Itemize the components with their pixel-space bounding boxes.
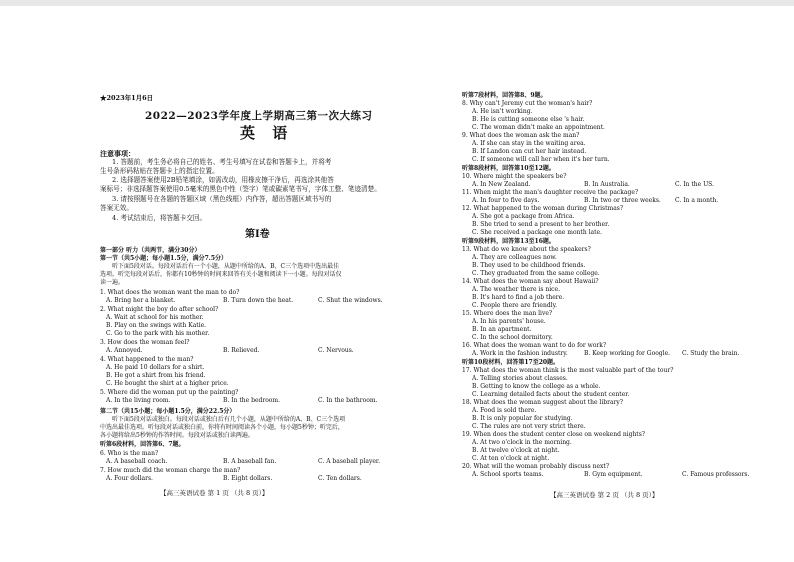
- section2-instruction-b: 中选出最佳选项。听每段对话或独白前，你将有时间阅读各个小题，每小题5秒钟；听完后，: [100, 424, 344, 431]
- option-c: C. The woman didn't make an appointment.: [472, 124, 605, 131]
- option-c: C. A baseball player.: [318, 458, 381, 465]
- option-b: B. She tried to send a present to her brother.: [472, 221, 610, 228]
- option-c: C. At ten o'clock at night.: [472, 455, 550, 462]
- section2-instruction-a: 听下面5段对话或独白。每段对话或独白后有几个小题，从题中所给的A、B、C三个选项: [112, 416, 346, 423]
- question: 13. What do we know about the speakers?: [462, 246, 591, 253]
- option-c: C. Study the brain.: [682, 350, 740, 357]
- option-a: A. Food is sold there.: [472, 407, 537, 414]
- option-b: B. In an apartment.: [472, 326, 532, 333]
- scan-border: [0, 0, 794, 6]
- option-a: A. In the living room.: [106, 397, 171, 404]
- option-b: B. Play on the swings with Katie.: [106, 322, 207, 329]
- option-c: C. In the US.: [675, 181, 714, 188]
- option-a: A. Bring her a blanket.: [106, 297, 176, 304]
- option-c: C. Famous professors.: [682, 471, 750, 478]
- option-a: A. School sports teams.: [472, 471, 544, 478]
- option-b: B. He got a shirt from his friend.: [106, 372, 206, 379]
- exam-title: 2022—2023学年度上学期高三第一次大练习: [145, 110, 373, 122]
- option-c: C. In the bathroom.: [318, 397, 378, 404]
- option-b: B. Relieved.: [223, 347, 260, 354]
- volume-title: 第Ⅰ卷: [245, 229, 270, 240]
- question: 5. Where did the woman put up the painting?: [100, 389, 239, 396]
- option-c: C. In the school dormitory.: [472, 334, 553, 341]
- note-1b: 生号条形码粘贴在答题卡上的指定位置。: [100, 167, 219, 175]
- option-b: B. It's hard to find a job there.: [472, 294, 565, 301]
- part-heading: 第一部分 听力（共两节，满分30分）: [100, 247, 201, 254]
- question: 3. How does the woman feel?: [100, 339, 190, 346]
- option-c: C. She received a package one month late.: [472, 229, 602, 236]
- section2-instruction-c: 各小题将给出5秒钟的作答时间。每段对话或独白读两遍。: [100, 432, 254, 439]
- question: 20. What will the woman probably discuss next?: [462, 463, 610, 470]
- question: 12. What happened to the woman during Christmas?: [462, 205, 624, 212]
- section1-heading: 第一节（共5小题；每小题1.5分，满分7.5分）: [100, 255, 228, 262]
- option-b: B. It is only popular for studying.: [472, 415, 573, 422]
- option-a: A. At two o'clock in the morning.: [472, 439, 572, 446]
- question: 8. Why can't Jeremy cut the woman's hair?: [462, 100, 593, 107]
- option-a: A. Annoyed.: [106, 347, 143, 354]
- option-c: C. People there are friendly.: [472, 302, 558, 309]
- notes-heading: 注意事项：: [100, 149, 135, 158]
- note-3a: 3. 请按照题号在各题的答题区域（黑色线框）内作答，超出答题区域书写的: [112, 195, 332, 203]
- question: 2. What might the boy do after school?: [100, 306, 219, 313]
- option-a: A. Telling stories about classes.: [472, 375, 568, 382]
- option-c: C. They graduated from the same college.: [472, 270, 600, 277]
- option-b: B. Getting to know the college as a whole.: [472, 383, 601, 390]
- question: 17. What does the woman think is the most valuable part of the tour?: [462, 367, 674, 374]
- page-footer: 【高三英语试卷 第 1 页 （共 8 页）】: [160, 489, 269, 497]
- option-a: A. They are colleagues now.: [472, 254, 557, 261]
- option-b: B. He is cutting someone else 's hair.: [472, 116, 585, 123]
- option-c: C. Learning detailed facts about the student center.: [472, 391, 630, 398]
- note-2a: 2. 选择题答案使用2B铅笔填涂，如需改动，用橡皮擦干净后，再选涂其他答: [112, 176, 334, 184]
- question: 9. What does the woman ask the man?: [462, 132, 580, 139]
- option-a: A. In four to five days.: [472, 197, 540, 204]
- question: 14. What does the woman say about Hawaii?: [462, 278, 599, 285]
- option-b: B. Keep working for Google.: [584, 350, 671, 357]
- option-b: B. They used to be childhood friends.: [472, 262, 586, 269]
- question: 10. Where might the speakers be?: [462, 173, 567, 180]
- option-b: B. Gym equipment.: [584, 471, 643, 478]
- option-b: B. If Landon can cut her hair instead.: [472, 148, 587, 155]
- section1-instruction-c: 读一遍。: [100, 279, 125, 286]
- option-b: B. Turn down the heat.: [223, 297, 294, 304]
- question: 16. What does the woman want to do for work?: [462, 342, 607, 349]
- option-b: B. In Australia.: [584, 181, 630, 188]
- note-1a: 1. 答题前，考生务必将自己的姓名、考生号填写在试卷和答题卡上，并将考: [112, 158, 332, 166]
- option-c: C. If someone will call her when it's her turn.: [472, 156, 610, 163]
- material-heading: 听第6段材料，回答第6、7题。: [100, 441, 185, 448]
- option-a: A. He isn't working.: [472, 108, 533, 115]
- question: 11. When might the man's daughter receive the package?: [462, 189, 639, 196]
- option-c: C. Shut the windows.: [318, 297, 383, 304]
- material-heading: 听第7段材料，回答第8、9题。: [462, 92, 547, 99]
- option-b: B. In two or three weeks.: [584, 197, 661, 204]
- option-c: C. Go to the park with his mother.: [106, 330, 210, 337]
- note-2b: 案标号；非选择题答案使用0.5毫米的黑色中性（签字）笔或碳素笔书写，字体工整、笔迹清楚。: [100, 185, 381, 193]
- question: 4. What happened to the man?: [100, 356, 194, 363]
- subject-title: 英 语: [240, 124, 294, 142]
- material-heading: 听第9段材料，回答第13至16题。: [462, 238, 555, 245]
- option-c: C. The rules are not very strict there.: [472, 423, 586, 430]
- option-c: C. He bought the shirt at a higher price.: [106, 380, 229, 387]
- option-a: A. She got a package from Africa.: [472, 213, 575, 220]
- question: 19. When does the student center close on weekend nights?: [462, 431, 646, 438]
- note-4: 4. 考试结束后，将答题卡交回。: [112, 214, 207, 222]
- option-b: B. At twelve o'clock at night.: [472, 447, 560, 454]
- option-a: A. If she can stay in the waiting area.: [472, 140, 586, 147]
- question: 18. What does the woman suggest about the library?: [462, 399, 624, 406]
- option-a: A. In New Zealand.: [472, 181, 531, 188]
- option-b: B. Eight dollars.: [223, 475, 273, 482]
- option-a: A. In his parents' house.: [472, 318, 546, 325]
- option-a: A. Work in the fashion industry.: [472, 350, 568, 357]
- question: 15. Where does the man live?: [462, 310, 553, 317]
- option-c: C. Ten dollars.: [318, 475, 362, 482]
- option-a: A. He paid 10 dollars for a shirt.: [106, 364, 205, 371]
- option-a: A. The weather there is nice.: [472, 286, 560, 293]
- page-footer: 【高三英语试卷 第 2 页 （共 8 页）】: [550, 491, 659, 499]
- material-heading: 听第10段材料，回答第17至20题。: [462, 359, 560, 366]
- section1-instruction-a: 听下面5段对话。每段对话后有一个小题，从题中所给的A、B、C三个选项中选出最佳: [112, 263, 340, 270]
- section2-heading: 第二节（共15小题；每小题1.5分，满分22.5分）: [100, 408, 236, 415]
- option-c: C. Nervous.: [318, 347, 354, 354]
- option-a: A. Four dollars.: [106, 475, 153, 482]
- serial-mark: ★2023年1月6日: [100, 94, 154, 102]
- option-b: B. A baseball fan.: [223, 458, 277, 465]
- option-a: A. A baseball coach.: [106, 458, 168, 465]
- question: 1. What does the woman want the man to do?: [100, 289, 240, 296]
- note-3b: 答案无效。: [100, 204, 133, 212]
- option-c: C. In a month.: [675, 197, 719, 204]
- question: 6. Who is the man?: [100, 450, 159, 457]
- option-b: B. In the bedroom.: [223, 397, 281, 404]
- question: 7. How much did the woman charge the man?: [100, 467, 241, 474]
- section1-instruction-b: 选项。听完每段对话后，你都有10秒钟的时间来回答有关小题和阅读下一小题。每段对话仅: [100, 271, 342, 278]
- material-heading: 听第8段材料，回答第10至12题。: [462, 165, 555, 172]
- option-a: A. Wait at school for his mother.: [106, 314, 204, 321]
